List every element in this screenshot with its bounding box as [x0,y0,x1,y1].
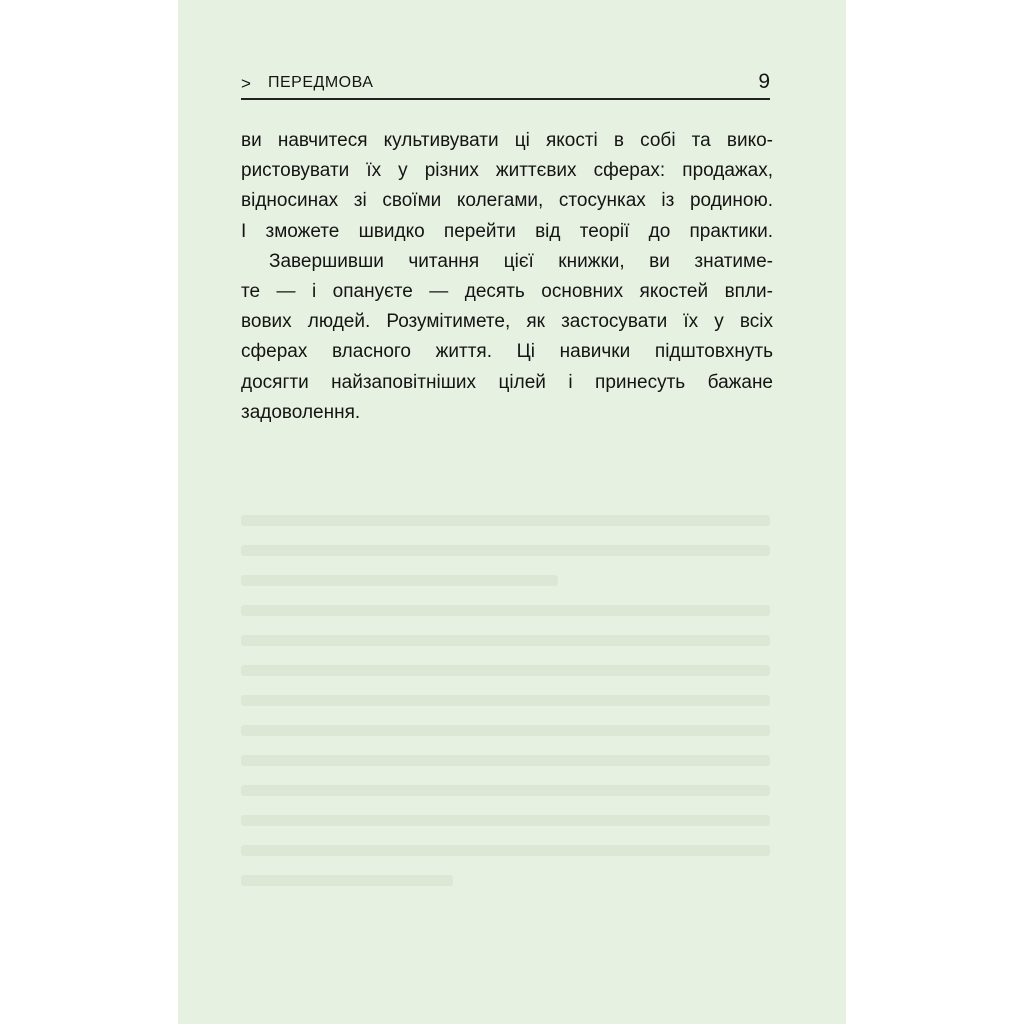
body-text [241,126,773,428]
bleed-through-line [241,515,770,526]
bleed-through-line [241,815,770,826]
page-number: 9 [758,70,770,93]
text-line: ристовувати їх у різних життєвих сферах: продажах, [241,160,773,182]
bleed-through-line [241,785,770,796]
bleed-through-line [241,605,770,616]
bleed-through-shadow [241,515,770,905]
bleed-through-line [241,635,770,646]
bleed-through-line [241,755,770,766]
paragraph [241,247,773,428]
text-line: досягти найзаповітніших цілей і принесуть бажане [241,371,773,393]
paragraph [241,126,773,247]
text-line: Завершивши читання цієї книжки, ви знатиме- [269,250,773,272]
text-line: ви навчитеся культивувати ці якості в собі та вико- [241,130,773,151]
bleed-through-line [241,875,453,886]
text-line: те — і опануєте — десять основних якостей впли- [241,280,773,302]
bleed-through-line [241,845,770,856]
text-line: сферах власного життя. Ці навички підштовхнуть [241,341,773,363]
running-header [241,70,770,100]
text-line: вових людей. Розумітимете, як застосувати їх у всіх [241,311,773,333]
bleed-through-line [241,725,770,736]
section-title: ПЕРЕДМОВА [268,74,374,91]
bleed-through-line [241,695,770,706]
text-line: відносинах зі своїми колегами, стосунках із родиною. [241,190,773,212]
chevron-right-icon: > [241,74,251,93]
text-line: задоволення. [241,401,361,423]
bleed-through-line [241,575,558,586]
text-line: І зможете швидко перейти від теорії до практики. [241,220,773,242]
bleed-through-line [241,545,770,556]
bleed-through-line [241,665,770,676]
